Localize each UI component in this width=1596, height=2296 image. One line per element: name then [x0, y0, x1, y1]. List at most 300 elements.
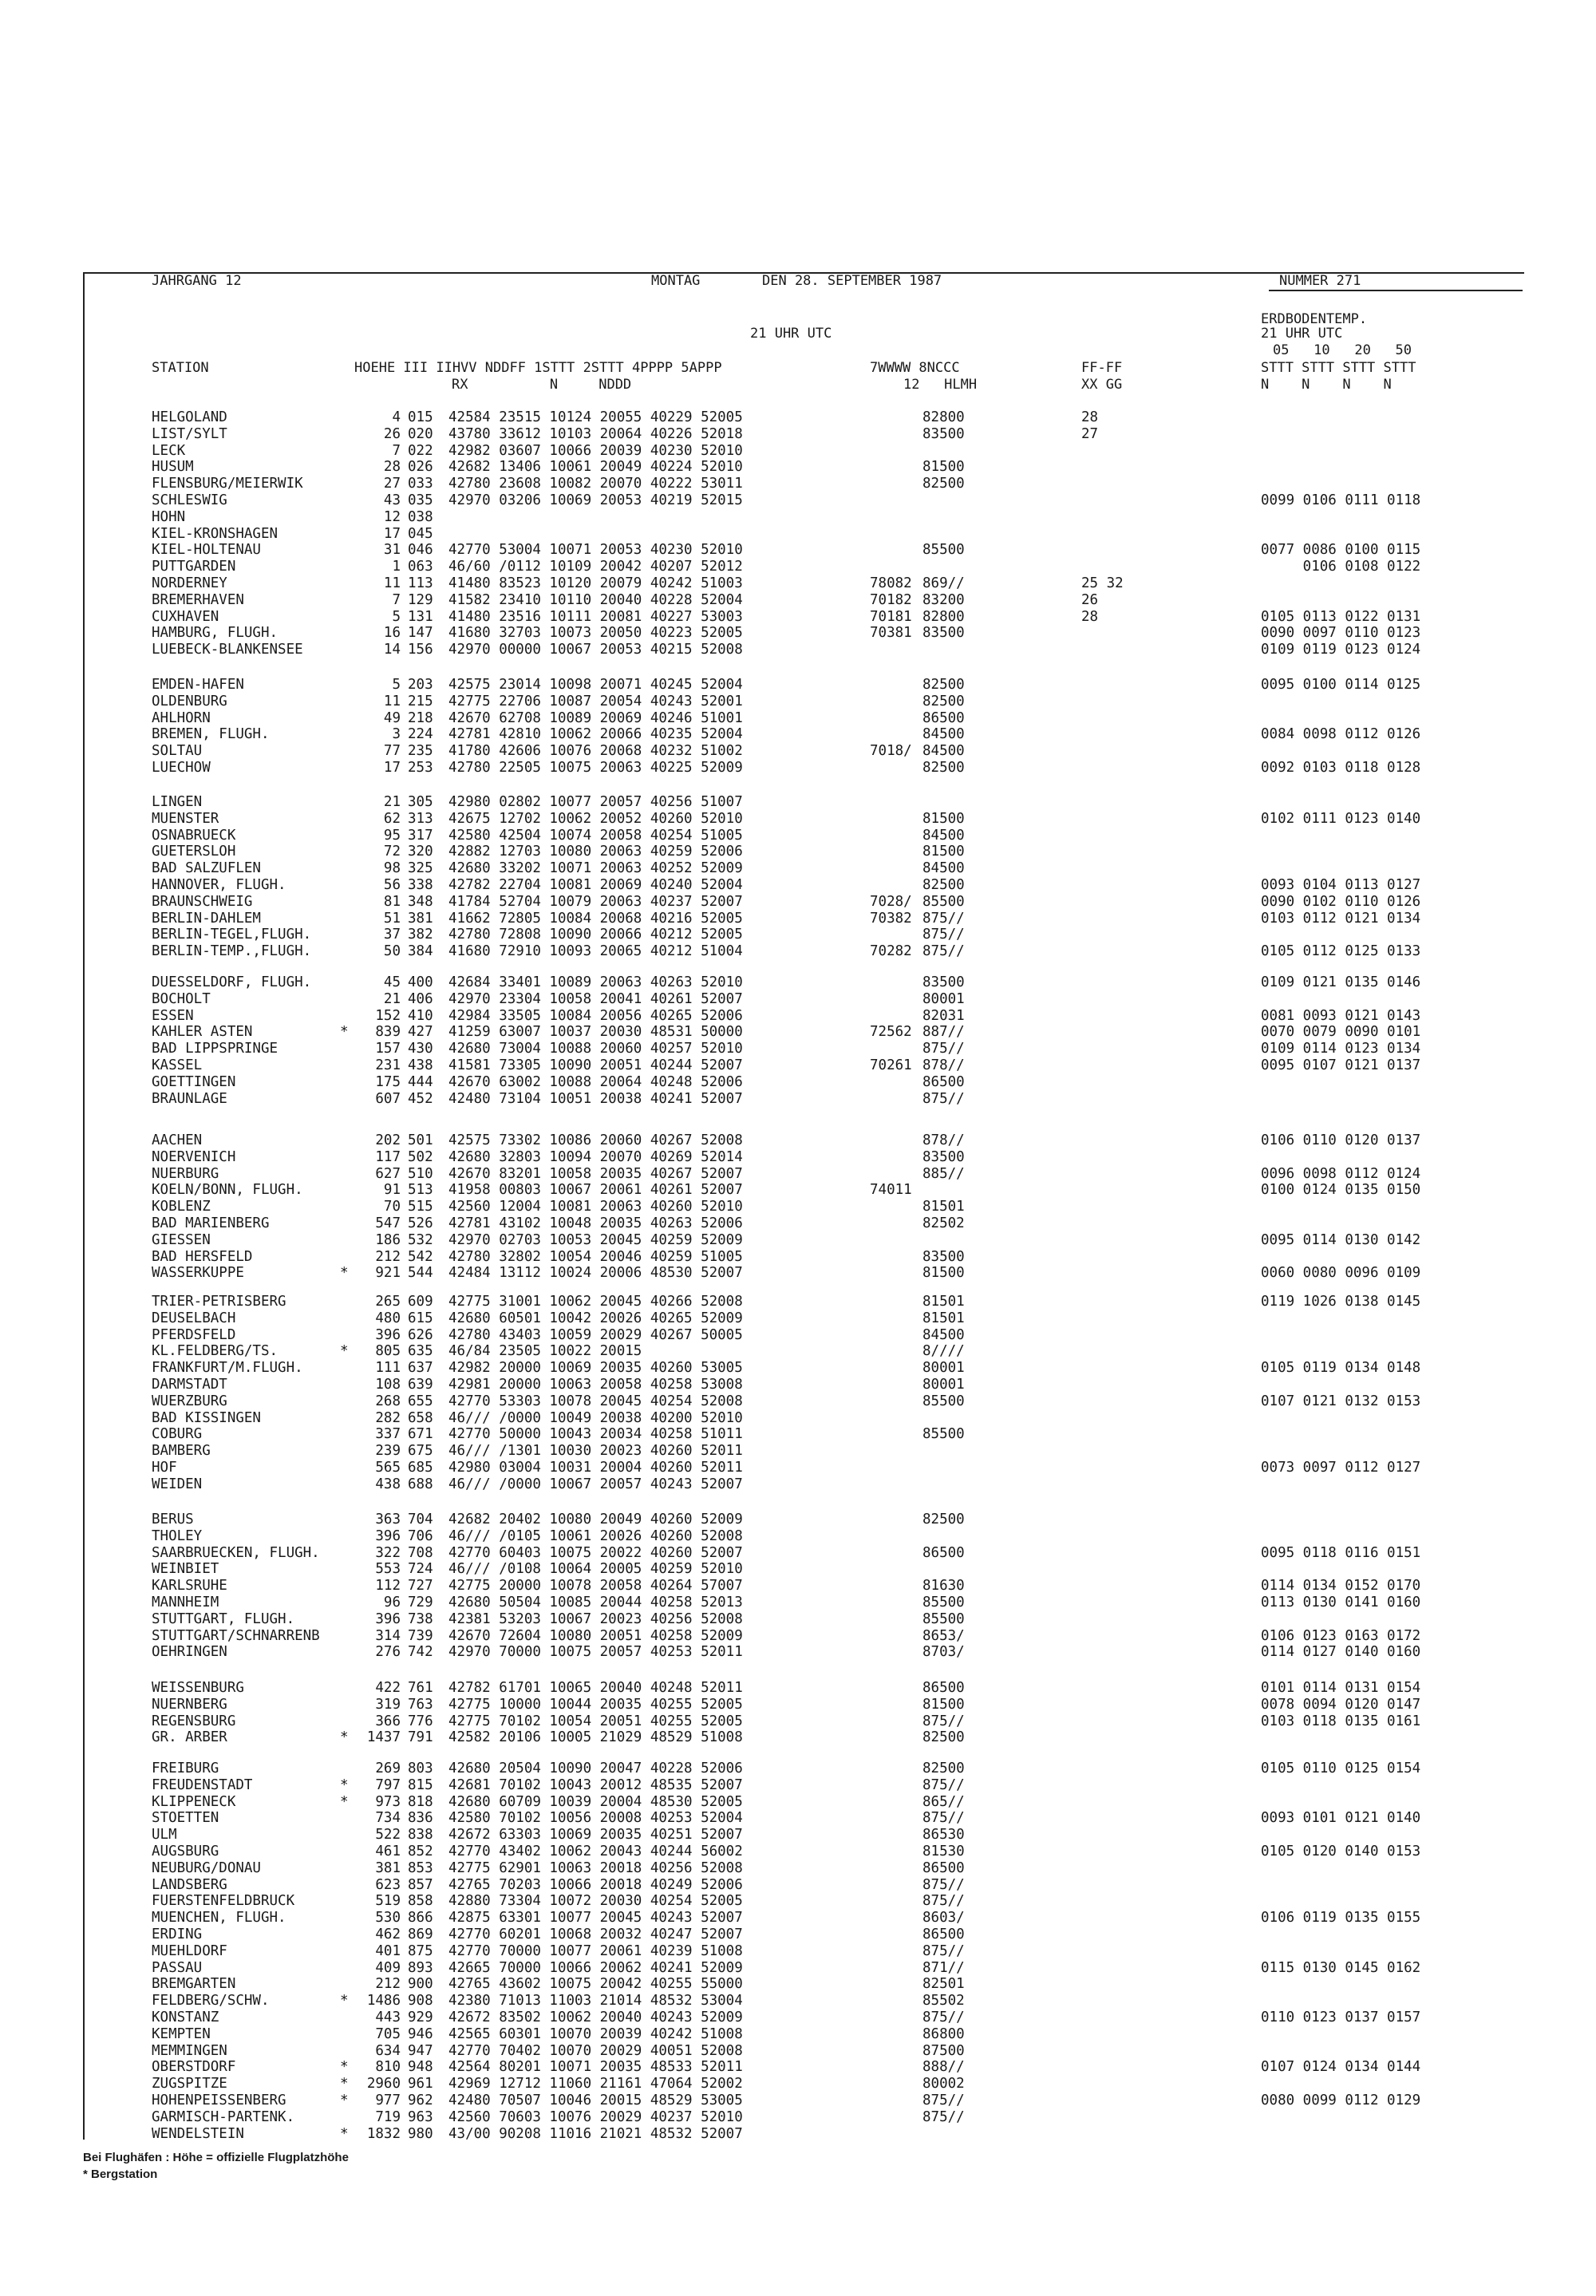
station-height: 108	[375, 1377, 401, 1393]
station-name: BERLIN-TEMP.,FLUGH.	[152, 943, 312, 960]
station-number: 875	[408, 1942, 433, 1959]
cloud-group: 87500	[922, 2042, 965, 2059]
mountain-marker: *	[340, 1793, 349, 1810]
soil-temperatures: 0102 0111 0123 0140	[1261, 810, 1421, 827]
soil-temperatures: 0119 1026 0138 0145	[1261, 1294, 1421, 1310]
cloud-group: 84500	[922, 827, 965, 844]
cloud-group: 82800	[922, 409, 965, 425]
station-number: 131	[408, 608, 433, 625]
synop-codes: 41480 23516 10111 20081 40227 53003	[448, 608, 743, 625]
station-number: 706	[408, 1527, 433, 1544]
station-height: 522	[375, 1827, 401, 1844]
station-height: 7	[392, 442, 401, 459]
weather-group: 70282	[870, 943, 912, 960]
station-number: 348	[408, 893, 433, 910]
synop-codes: 42480 73104 10051 20038 40241 52007	[448, 1090, 743, 1107]
synop-codes: 42775 20000 10078 20058 40264 57007	[448, 1578, 743, 1595]
station-height: 634	[375, 2042, 401, 2059]
cloud-group: 85500	[922, 893, 965, 910]
soil-temperatures: 0103 0118 0135 0161	[1261, 1713, 1421, 1729]
station-name: WEISSENBURG	[152, 1680, 244, 1696]
cloud-group: 875//	[922, 2108, 965, 2125]
synop-codes: 46/// /0105 10061 20026 40260 52008	[448, 1527, 743, 1544]
station-number: 203	[408, 677, 433, 693]
station-height: 396	[375, 1326, 401, 1343]
station-height: 422	[375, 1680, 401, 1696]
synop-codes: 42780 43403 10059 20029 40267 50005	[448, 1326, 743, 1343]
station-height: 11	[383, 575, 401, 591]
weather-group: 72562	[870, 1024, 912, 1041]
station-number: 430	[408, 1041, 433, 1057]
cloud-group: 86500	[922, 1859, 965, 1876]
soil-column-header: STTT STTT STTT STTT	[1261, 360, 1416, 376]
station-number: 838	[408, 1827, 433, 1844]
station-height: 381	[375, 1859, 401, 1876]
station-number: 038	[408, 508, 433, 525]
mountain-marker: *	[340, 2076, 349, 2092]
station-height: 31	[383, 542, 401, 559]
station-name: BRAUNLAGE	[152, 1090, 227, 1107]
station-height: 553	[375, 1561, 401, 1578]
station-number: 738	[408, 1610, 433, 1627]
station-name: KOELN/BONN, FLUGH.	[152, 1182, 303, 1199]
station-name: WUERZBURG	[152, 1393, 227, 1409]
synop-codes: 42680 33202 10071 20063 40252 52009	[448, 860, 743, 877]
weather-group: 70261	[870, 1057, 912, 1073]
cloud-group: 82500	[922, 877, 965, 893]
synop-codes: 42672 63303 10069 20035 40251 52007	[448, 1827, 743, 1844]
station-number: 410	[408, 1007, 433, 1024]
weather-group: 70382	[870, 910, 912, 927]
synop-codes: 42782 22704 10081 20069 40240 52004	[448, 877, 743, 893]
station-name: BAD KISSINGEN	[152, 1409, 261, 1426]
synop-codes: 42580 42504 10074 20058 40254 51005	[448, 827, 743, 844]
station-height: 16	[383, 625, 401, 642]
station-number: 035	[408, 492, 433, 508]
station-name: BRAUNSCHWEIG	[152, 893, 253, 910]
station-height: 366	[375, 1713, 401, 1729]
station-number: 253	[408, 760, 433, 776]
station-height: 973	[375, 1793, 401, 1810]
station-name: BAD LIPPSPRINGE	[152, 1041, 279, 1057]
station-height: 21	[383, 990, 401, 1007]
soil-temperatures: 0093 0104 0113 0127	[1261, 877, 1421, 893]
station-number: 776	[408, 1713, 433, 1729]
cloud-group: 86800	[922, 2025, 965, 2042]
station-name: GIESSEN	[152, 1231, 211, 1248]
soil-temperatures: 0109 0114 0123 0134	[1261, 1041, 1421, 1057]
station-name: BERUS	[152, 1512, 194, 1527]
synop-codes: 42982 03607 10066 20039 40230 52010	[448, 442, 743, 459]
station-number: 858	[408, 1893, 433, 1910]
station-height: 17	[383, 525, 401, 542]
station-number: 637	[408, 1360, 433, 1377]
code-column-subheader: RX N NDDD	[452, 377, 632, 393]
station-number: 502	[408, 1148, 433, 1165]
soil-temperatures: 0095 0118 0116 0151	[1261, 1544, 1421, 1561]
cloud-group: 83500	[922, 425, 965, 442]
station-height: 977	[375, 2092, 401, 2108]
station-number: 224	[408, 726, 433, 743]
mountain-marker: *	[340, 2059, 349, 2076]
synop-codes: 42770 70000 10077 20061 40239 51008	[448, 1942, 743, 1959]
cloud-group: 875//	[922, 1942, 965, 1959]
synop-codes: 41784 52704 10079 20063 40237 52007	[448, 893, 743, 910]
synop-codes: 42680 60709 10039 20004 48530 52005	[448, 1793, 743, 1810]
station-height: 212	[375, 1248, 401, 1265]
weather-group: 78082	[870, 575, 912, 591]
station-name: GR. ARBER	[152, 1729, 227, 1746]
synop-codes: 42781 43102 10048 20035 40263 52006	[448, 1215, 743, 1231]
wind-gust: 26	[1081, 591, 1099, 608]
soil-depths: 05 10 20 50	[1273, 342, 1412, 358]
synop-codes: 42970 02703 10053 20045 40259 52009	[448, 1231, 743, 1248]
cloud-group: 81630	[922, 1578, 965, 1595]
station-name: STUTTGART/SCHNARRENB	[152, 1627, 320, 1644]
synop-codes: 42875 63301 10077 20045 40243 52007	[448, 1910, 743, 1927]
synop-codes: 42775 10000 10044 20035 40255 52005	[448, 1696, 743, 1713]
synop-codes: 42775 22706 10087 20054 40243 52001	[448, 693, 743, 709]
synop-codes: 42782 61701 10065 20040 40248 52011	[448, 1680, 743, 1696]
synop-codes: 42684 33401 10089 20063 40263 52010	[448, 974, 743, 990]
synop-codes: 41259 63007 10037 20030 48531 50000	[448, 1024, 743, 1041]
station-number: 900	[408, 1976, 433, 1993]
weekday: MONTAG	[651, 273, 701, 289]
station-name: REGENSBURG	[152, 1713, 236, 1729]
synop-codes: 41662 72805 10084 20068 40216 52005	[448, 910, 743, 927]
soil-temperatures: 0105 0112 0125 0133	[1261, 943, 1421, 960]
station-name: LANDSBERG	[152, 1876, 227, 1893]
station-height: 3	[392, 726, 401, 743]
cloud-group: 875//	[922, 910, 965, 927]
soil-temperatures: 0106 0123 0163 0172	[1261, 1627, 1421, 1644]
synop-codes: 42770 70402 10070 20029 40051 52008	[448, 2042, 743, 2059]
mountain-marker: *	[340, 1993, 349, 2009]
station-number: 671	[408, 1426, 433, 1443]
station-number: 015	[408, 409, 433, 425]
synop-codes: 42970 70000 10075 20057 40253 52011	[448, 1644, 743, 1661]
station-number: 384	[408, 943, 433, 960]
ff-column-header: FF-FF	[1081, 360, 1123, 376]
synop-codes: 42882 12703 10080 20063 40259 52006	[448, 844, 743, 860]
station-height: 401	[375, 1942, 401, 1959]
station-number: 444	[408, 1073, 433, 1090]
station-number: 639	[408, 1377, 433, 1393]
station-height: 28	[383, 459, 401, 476]
station-height: 56	[383, 877, 401, 893]
station-name: WEINBIET	[152, 1561, 219, 1578]
station-height: 51	[383, 910, 401, 927]
station-number: 305	[408, 794, 433, 810]
station-name: HOF	[152, 1460, 177, 1476]
station-name: LUEBECK-BLANKENSEE	[152, 642, 303, 658]
soil-temperatures: 0096 0098 0112 0124	[1261, 1165, 1421, 1182]
station-name: OBERSTDORF	[152, 2059, 236, 2076]
synop-codes: 42484 13112 10024 20006 48530 52007	[448, 1265, 743, 1282]
station-number: 113	[408, 575, 433, 591]
synop-codes: 42970 00000 10067 20053 40215 52008	[448, 642, 743, 658]
synop-codes: 42675 12702 10062 20052 40260 52010	[448, 810, 743, 827]
cloud-group: 84500	[922, 860, 965, 877]
cloud-group: 82500	[922, 677, 965, 693]
cloud-group: 80001	[922, 1360, 965, 1377]
station-name: KONSTANZ	[152, 2009, 219, 2025]
station-number: 427	[408, 1024, 433, 1041]
soil-column-subheader: N N N N	[1261, 377, 1392, 393]
cloud-group: 85500	[922, 542, 965, 559]
synop-codes: 42670 83201 10058 20035 40267 52007	[448, 1165, 743, 1182]
station-name: CUXHAVEN	[152, 608, 219, 625]
station-height: 810	[375, 2059, 401, 2076]
mountain-marker: *	[340, 1024, 349, 1041]
cloud-group: 82500	[922, 760, 965, 776]
synop-codes: 42981 20000 10063 20058 40258 53008	[448, 1377, 743, 1393]
synop-codes: 42575 23014 10098 20071 40245 52004	[448, 677, 743, 693]
station-name: BREMEN, FLUGH.	[152, 726, 270, 743]
station-number: 893	[408, 1959, 433, 1976]
station-height: 805	[375, 1343, 401, 1360]
code-column-header: HOEHE III IIHVV NDDFF 1STTT 2STTT 4PPPP 5APPP	[354, 360, 722, 376]
synop-codes: 41958 00803 10067 20061 40261 52007	[448, 1182, 743, 1199]
station-number: 317	[408, 827, 433, 844]
wind-gust: 28	[1081, 409, 1099, 425]
station-name: BAD SALZUFLEN	[152, 860, 261, 877]
station-height: 319	[375, 1696, 401, 1713]
mountain-marker: *	[340, 2125, 349, 2142]
station-column-header: STATION	[152, 360, 209, 376]
station-name: HOHN	[152, 508, 186, 525]
station-number: 063	[408, 559, 433, 575]
cloud-group: 81501	[922, 1294, 965, 1310]
synop-codes: 46/84 23505 10022 20015	[448, 1343, 642, 1360]
station-height: 396	[375, 1527, 401, 1544]
station-name: DARMSTADT	[152, 1377, 227, 1393]
station-height: 50	[383, 943, 401, 960]
cloud-group: 84500	[922, 1326, 965, 1343]
cloud-group: 86500	[922, 1073, 965, 1090]
station-number: 962	[408, 2092, 433, 2108]
station-number: 215	[408, 693, 433, 709]
station-number: 908	[408, 1993, 433, 2009]
mountain-marker: *	[340, 1729, 349, 1746]
cloud-group: 82500	[922, 476, 965, 492]
synop-codes: 42682 20402 10080 20049 40260 52009	[448, 1512, 743, 1527]
synop-codes: 42560 12004 10081 20063 40260 52010	[448, 1199, 743, 1215]
synop-codes: 42970 03206 10069 20053 40219 52015	[448, 492, 743, 508]
synop-codes: 41680 72910 10093 20065 40212 51004	[448, 943, 743, 960]
cloud-group: 8653/	[922, 1627, 965, 1644]
soil-temperatures: 0081 0093 0121 0143	[1261, 1007, 1421, 1024]
station-name: GUETERSLOH	[152, 844, 236, 860]
synop-codes: 41582 23410 10110 20040 40228 52004	[448, 591, 743, 608]
station-number: 129	[408, 591, 433, 608]
cloud-group: 875//	[922, 927, 965, 943]
station-height: 705	[375, 2025, 401, 2042]
cloud-group: 8603/	[922, 1910, 965, 1927]
cloud-group: 875//	[922, 2092, 965, 2108]
station-height: 70	[383, 1199, 401, 1215]
soil-temperatures: 0113 0130 0141 0160	[1261, 1595, 1421, 1610]
weather-group: 7018/	[870, 743, 912, 760]
station-height: 480	[375, 1310, 401, 1326]
cloud-group: 84500	[922, 743, 965, 760]
station-number: 438	[408, 1057, 433, 1073]
cloud-group: 81530	[922, 1844, 965, 1859]
cloud-group: 875//	[922, 943, 965, 960]
station-name: KARLSRUHE	[152, 1578, 227, 1595]
station-name: NORDERNEY	[152, 575, 227, 591]
station-number: 724	[408, 1561, 433, 1578]
synop-codes: 42880 73304 10072 20030 40254 52005	[448, 1893, 743, 1910]
station-number: 532	[408, 1231, 433, 1248]
synop-codes: 42781 42810 10062 20066 40235 52004	[448, 726, 743, 743]
station-number: 727	[408, 1578, 433, 1595]
station-height: 1	[392, 559, 401, 575]
wind-gust: 28	[1081, 608, 1099, 625]
station-name: BAD HERSFELD	[152, 1248, 253, 1265]
station-name: ULM	[152, 1827, 177, 1844]
station-height: 96	[383, 1595, 401, 1610]
cloud-group: 82502	[922, 1215, 965, 1231]
station-number: 761	[408, 1680, 433, 1696]
station-name: HOHENPEISSENBERG	[152, 2092, 286, 2108]
soil-temperatures: 0095 0100 0114 0125	[1261, 677, 1421, 693]
station-number: 542	[408, 1248, 433, 1265]
synop-codes: 42582 20106 10005 21029 48529 51008	[448, 1729, 743, 1746]
cloud-group: 86500	[922, 1680, 965, 1696]
synop-codes: 42765 43602 10075 20042 40255 55000	[448, 1976, 743, 1993]
station-height: 91	[383, 1182, 401, 1199]
synop-codes: 46/60 /0112 10109 20042 40207 52012	[448, 559, 743, 575]
cloud-group: 82500	[922, 1761, 965, 1776]
synop-codes: 42584 23515 10124 20055 40229 52005	[448, 409, 743, 425]
cloud-group: 83500	[922, 1148, 965, 1165]
synop-codes: 42670 72604 10080 20051 40258 52009	[448, 1627, 743, 1644]
station-name: KEMPTEN	[152, 2025, 211, 2042]
station-number: 045	[408, 525, 433, 542]
mountain-marker: *	[340, 1776, 349, 1793]
station-height: 152	[375, 1007, 401, 1024]
station-number: 452	[408, 1090, 433, 1107]
station-number: 513	[408, 1182, 433, 1199]
synop-codes: 41780 42606 10076 20068 40232 51002	[448, 743, 743, 760]
synop-codes: 42670 62708 10089 20069 40246 51001	[448, 709, 743, 726]
station-name: WENDELSTEIN	[152, 2125, 244, 2142]
soil-temperatures: 0090 0097 0110 0123	[1261, 625, 1421, 642]
station-name: KAHLER ASTEN	[152, 1024, 253, 1041]
synop-codes: 42682 13406 10061 20049 40224 52010	[448, 459, 743, 476]
wind-gust: 27	[1081, 425, 1099, 442]
station-number: 815	[408, 1776, 433, 1793]
station-height: 98	[383, 860, 401, 877]
cloud-group: 875//	[922, 2009, 965, 2025]
synop-codes: 42982 20000 10069 20035 40260 53005	[448, 1360, 743, 1377]
station-name: GARMISCH-PARTENK.	[152, 2108, 295, 2125]
soil-temperatures: 0107 0121 0132 0153	[1261, 1393, 1421, 1409]
station-number: 675	[408, 1443, 433, 1460]
station-name: HELGOLAND	[152, 409, 227, 425]
cloud-group: 82500	[922, 693, 965, 709]
synop-codes: 42765 70203 10066 20018 40249 52006	[448, 1876, 743, 1893]
station-height: 797	[375, 1776, 401, 1793]
soil-temp-time: 21 UHR UTC	[1261, 326, 1343, 342]
station-number: 046	[408, 542, 433, 559]
station-name: STOETTEN	[152, 1810, 219, 1827]
cloud-group: 83500	[922, 1248, 965, 1265]
station-name: AUGSBURG	[152, 1844, 219, 1859]
soil-temperatures: 0095 0114 0130 0142	[1261, 1231, 1421, 1248]
footnote-mountain-station: * Bergstation	[83, 2168, 158, 2181]
station-name: EMDEN-HAFEN	[152, 677, 244, 693]
cloud-group: 80001	[922, 1377, 965, 1393]
soil-temperatures: 0100 0124 0135 0150	[1261, 1182, 1421, 1199]
station-name: BAMBERG	[152, 1443, 211, 1460]
station-height: 623	[375, 1876, 401, 1893]
cloud-group: 81500	[922, 459, 965, 476]
cloud-group: 82031	[922, 1007, 965, 1024]
soil-temperatures: 0110 0123 0137 0157	[1261, 2009, 1421, 2025]
station-height: 17	[383, 760, 401, 776]
station-number: 961	[408, 2076, 433, 2092]
mountain-marker: *	[340, 1343, 349, 1360]
cloud-group: 875//	[922, 1090, 965, 1107]
station-height: 461	[375, 1844, 401, 1859]
station-height: 5	[392, 608, 401, 625]
cloud-group: 885//	[922, 1165, 965, 1182]
synop-codes: 42780 22505 10075 20063 40225 52009	[448, 760, 743, 776]
synop-codes: 42770 43402 10062 20043 40244 56002	[448, 1844, 743, 1859]
station-number: 742	[408, 1644, 433, 1661]
station-number: 948	[408, 2059, 433, 2076]
station-name: NEUBURG/DONAU	[152, 1859, 261, 1876]
wind-gust: 25 32	[1081, 575, 1124, 591]
station-height: 26	[383, 425, 401, 442]
soil-temperatures: 0109 0121 0135 0146	[1261, 974, 1421, 990]
station-name: OSNABRUECK	[152, 827, 236, 844]
station-name: DUESSELDORF, FLUGH.	[152, 974, 312, 990]
station-height: 1486	[366, 1993, 401, 2009]
station-name: HUSUM	[152, 459, 194, 476]
station-name: HAMBURG, FLUGH.	[152, 625, 279, 642]
cloud-group: 81500	[922, 810, 965, 827]
station-name: BERLIN-DAHLEM	[152, 910, 261, 927]
cloud-group: 888//	[922, 2059, 965, 2076]
station-height: 519	[375, 1893, 401, 1910]
station-height: 186	[375, 1231, 401, 1248]
station-name: BOCHOLT	[152, 990, 211, 1007]
station-height: 11	[383, 693, 401, 709]
cloud-group: 869//	[922, 575, 965, 591]
station-name: LIST/SYLT	[152, 425, 227, 442]
soil-temperatures: 0105 0119 0134 0148	[1261, 1360, 1421, 1377]
station-name: SOLTAU	[152, 743, 203, 760]
synop-codes: 42770 60403 10075 20022 40260 52007	[448, 1544, 743, 1561]
date: DEN 28. SEPTEMBER 1987	[762, 273, 942, 289]
station-name: SCHLESWIG	[152, 492, 227, 508]
synop-codes: 42580 70102 10056 20008 40253 52004	[448, 1810, 743, 1827]
station-name: COBURG	[152, 1426, 203, 1443]
station-number: 381	[408, 910, 433, 927]
station-name: HANNOVER, FLUGH.	[152, 877, 286, 893]
station-number: 218	[408, 709, 433, 726]
cloud-group: 887//	[922, 1024, 965, 1041]
station-height: 117	[375, 1148, 401, 1165]
station-number: 020	[408, 425, 433, 442]
station-height: 5	[392, 677, 401, 693]
cloud-group: 81500	[922, 1696, 965, 1713]
station-height: 409	[375, 1959, 401, 1976]
station-height: 7	[392, 591, 401, 608]
